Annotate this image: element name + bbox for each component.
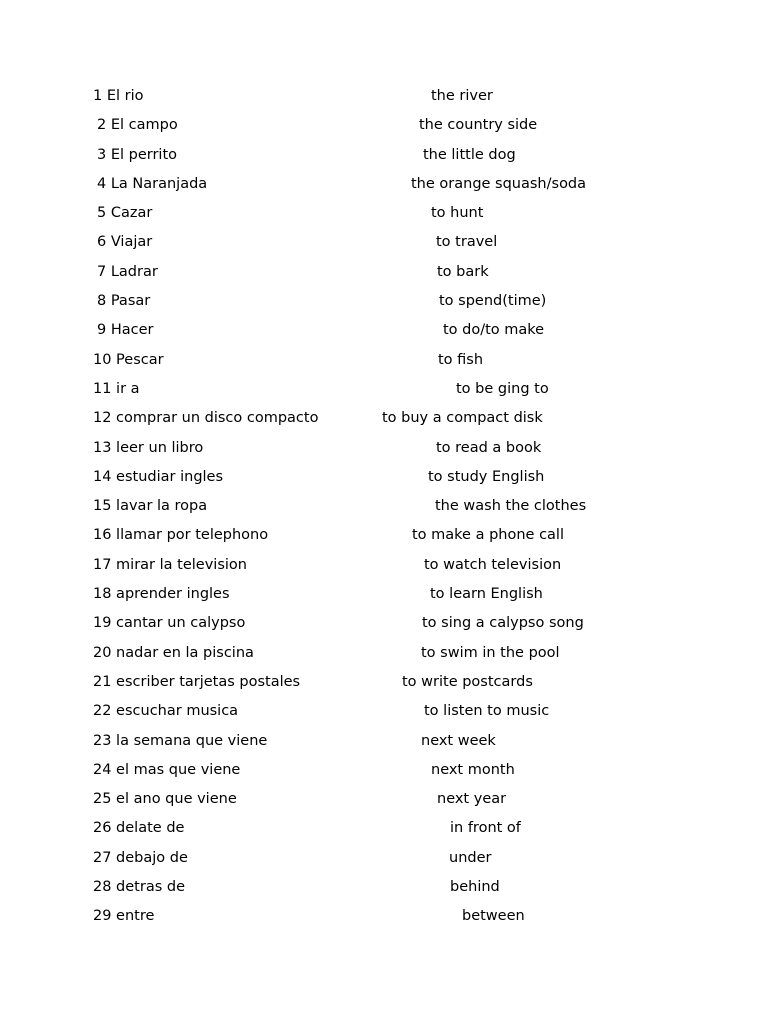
english-translation: next week (421, 732, 496, 749)
english-translation: behind (450, 879, 500, 896)
spanish-term: 5 Cazar (97, 205, 153, 222)
spanish-term: 26 delate de (93, 820, 185, 837)
spanish-term: 6 Viajar (97, 234, 153, 251)
vocab-row (0, 467, 768, 496)
vocab-row (0, 760, 768, 789)
spanish-term: 27 debajo de (93, 849, 188, 866)
english-translation: to study English (428, 468, 545, 485)
spanish-term: 29 entre (93, 908, 155, 925)
english-translation: to sing a calypso song (422, 615, 584, 632)
english-translation: to write postcards (402, 673, 533, 690)
english-translation: to travel (436, 234, 498, 251)
vocab-row (0, 174, 768, 203)
vocab-row (0, 408, 768, 437)
english-translation: the country side (419, 117, 538, 134)
vocab-row (0, 848, 768, 877)
spanish-term: 21 escriber tarjetas postales (93, 673, 301, 690)
vocab-row (0, 525, 768, 554)
english-translation: the river (431, 88, 493, 104)
english-translation: the orange squash/soda (411, 175, 587, 192)
spanish-term: 9 Hacer (97, 322, 154, 339)
english-translation: the little dog (423, 146, 516, 163)
spanish-term: 13 leer un libro (93, 439, 204, 456)
english-translation: to bark (437, 263, 489, 280)
spanish-term: 20 nadar en la piscina (93, 644, 254, 661)
vocab-row (0, 906, 768, 935)
spanish-term: 12 comprar un disco compacto (93, 410, 319, 427)
spanish-term: 8 Pasar (97, 293, 151, 310)
spanish-term: 25 el ano que viene (93, 791, 237, 808)
vocab-row (0, 496, 768, 525)
vocabulary-list (0, 86, 768, 936)
vocab-row (0, 643, 768, 672)
english-translation: to learn English (430, 586, 543, 603)
vocab-row (0, 379, 768, 408)
vocab-row (0, 672, 768, 701)
english-translation: to fish (438, 351, 484, 368)
english-translation: to be ging to (456, 380, 549, 397)
vocab-row (0, 350, 768, 379)
english-translation: between (462, 908, 525, 925)
spanish-term: 14 estudiar ingles (93, 468, 224, 485)
spanish-term: 17 mirar la television (93, 556, 247, 573)
vocab-row (0, 584, 768, 613)
english-translation: next year (437, 791, 507, 808)
english-translation: to spend(time) (439, 293, 547, 310)
vocab-row (0, 613, 768, 642)
vocab-row (0, 86, 768, 115)
english-translation: to do/to make (443, 322, 545, 339)
vocab-row (0, 115, 768, 144)
english-translation: to hunt (431, 205, 484, 222)
spanish-term: 23 la semana que viene (93, 732, 268, 749)
english-translation: to read a book (436, 439, 542, 456)
spanish-term: 3 El perrito (97, 146, 178, 163)
spanish-term: 1 El rio (93, 88, 144, 104)
vocab-row (0, 877, 768, 906)
spanish-term: 16 llamar por telephono (93, 527, 269, 544)
spanish-term: 24 el mas que viene (93, 761, 241, 778)
vocab-row (0, 438, 768, 467)
english-translation: the wash the clothes (435, 498, 587, 515)
spanish-term: 22 escuchar musica (93, 703, 239, 720)
english-translation: to buy a compact disk (382, 410, 543, 427)
vocab-row (0, 701, 768, 730)
spanish-term: 15 lavar la ropa (93, 498, 208, 515)
vocab-row (0, 555, 768, 584)
spanish-term: 2 El campo (97, 117, 178, 134)
english-translation: to listen to music (424, 703, 550, 720)
english-translation: next month (431, 761, 515, 778)
vocab-row (0, 203, 768, 232)
english-translation: under (449, 849, 492, 866)
vocab-row (0, 145, 768, 174)
vocab-row (0, 291, 768, 320)
english-translation: to swim in the pool (421, 644, 560, 661)
spanish-term: 19 cantar un calypso (93, 615, 246, 632)
vocab-row (0, 232, 768, 261)
english-translation: to make a phone call (412, 527, 564, 544)
spanish-term: 18 aprender ingles (93, 586, 230, 603)
vocab-row (0, 818, 768, 847)
english-translation: to watch television (424, 556, 562, 573)
spanish-term: 28 detras de (93, 879, 186, 896)
spanish-term: 10 Pescar (93, 351, 164, 368)
spanish-term: 11 ir a (93, 380, 140, 397)
english-translation: in front of (450, 820, 521, 837)
spanish-term: 7 Ladrar (97, 263, 158, 280)
vocab-row (0, 320, 768, 349)
spanish-term: 4 La Naranjada (97, 175, 208, 192)
vocab-row (0, 789, 768, 818)
vocab-row (0, 262, 768, 291)
vocab-row (0, 731, 768, 760)
